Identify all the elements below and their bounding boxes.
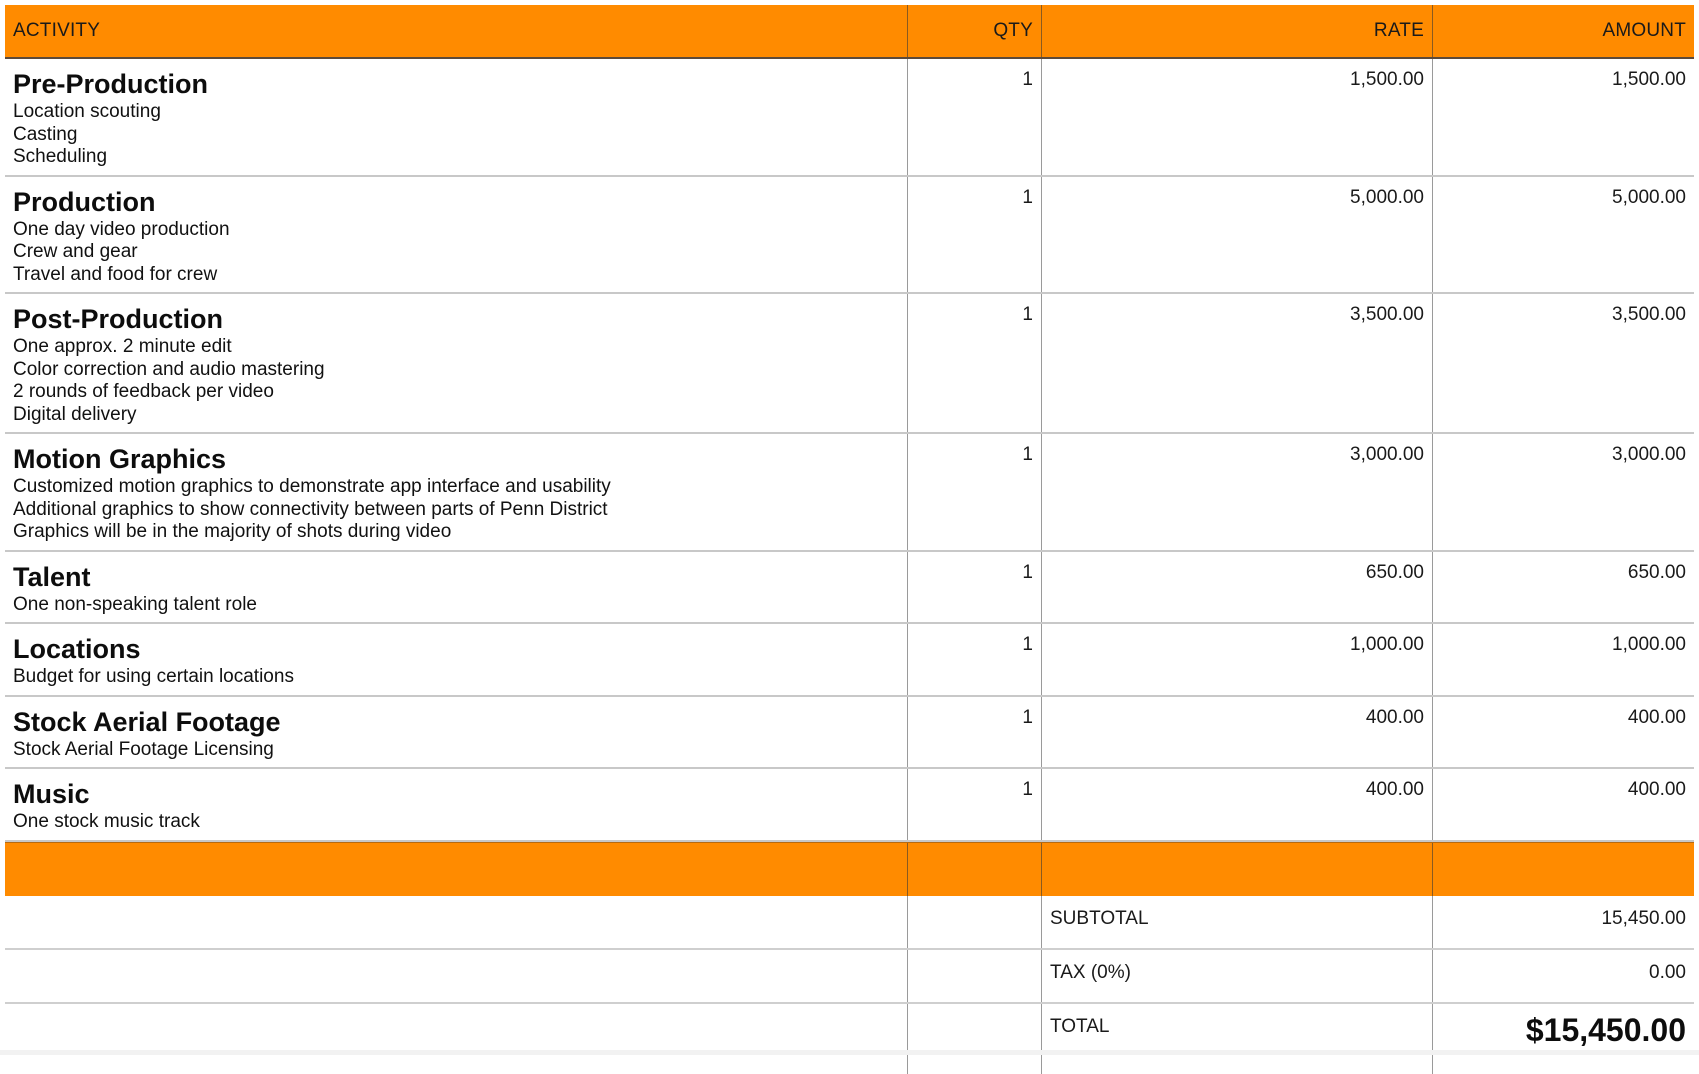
tax-label: TAX (0%) bbox=[1050, 961, 1131, 983]
qty-cell bbox=[908, 59, 1042, 175]
total-row bbox=[5, 1004, 1694, 1074]
activity-cell bbox=[5, 434, 908, 550]
amount-cell bbox=[1433, 177, 1694, 293]
table-row bbox=[5, 624, 1694, 697]
item-rate: 1,500.00 bbox=[1350, 69, 1424, 90]
amount-cell bbox=[1433, 59, 1694, 175]
item-rate: 5,000.00 bbox=[1350, 186, 1424, 208]
item-title: Post-Production bbox=[13, 304, 223, 334]
activity-cell bbox=[5, 697, 908, 768]
item-qty: 1 bbox=[1022, 186, 1033, 208]
qty-cell bbox=[908, 624, 1042, 695]
item-description bbox=[13, 811, 899, 834]
total-value: $15,450.00 bbox=[1525, 1011, 1686, 1048]
table-header-row bbox=[5, 5, 1694, 59]
spacer-cell bbox=[5, 843, 908, 896]
empty-cell bbox=[908, 896, 1042, 948]
item-description-line: Stock Aerial Footage Licensing bbox=[13, 738, 274, 760]
item-title: Talent bbox=[13, 561, 91, 592]
rate-cell bbox=[1042, 697, 1433, 768]
item-qty: 1 bbox=[1022, 444, 1033, 465]
spacer-cell bbox=[1433, 843, 1694, 896]
subtotal-label-cell bbox=[1042, 896, 1433, 948]
line-items bbox=[5, 59, 1694, 842]
item-title: Pre-Production bbox=[13, 69, 209, 99]
spacer-cell bbox=[908, 843, 1042, 896]
item-title: Music bbox=[13, 779, 90, 809]
item-description-line: One day video production bbox=[13, 218, 230, 240]
item-amount: 400.00 bbox=[1627, 779, 1686, 800]
item-description bbox=[13, 739, 899, 762]
item-title: Locations bbox=[13, 634, 141, 664]
item-description-line: One non-speaking talent role bbox=[13, 593, 257, 615]
tax-label-cell bbox=[1042, 950, 1433, 1002]
rate-cell bbox=[1042, 59, 1433, 175]
amount-cell bbox=[1433, 624, 1694, 695]
qty-cell bbox=[908, 769, 1042, 840]
header-amount: AMOUNT bbox=[1602, 20, 1686, 41]
item-qty: 1 bbox=[1022, 706, 1033, 728]
amount-cell bbox=[1433, 434, 1694, 550]
amount-cell bbox=[1433, 769, 1694, 840]
rate-cell bbox=[1042, 552, 1433, 623]
empty-cell bbox=[908, 950, 1042, 1002]
item-description bbox=[13, 666, 899, 689]
item-description-line: Crew and gear bbox=[13, 241, 138, 262]
item-description-line: Customized motion graphics to demonstrate app interface and usability bbox=[13, 476, 611, 497]
header-activity: ACTIVITY bbox=[13, 20, 101, 41]
empty-cell bbox=[5, 1004, 908, 1074]
table-row bbox=[5, 769, 1694, 842]
item-qty: 1 bbox=[1022, 304, 1033, 325]
item-title: Stock Aerial Footage bbox=[13, 706, 281, 737]
header-qty-cell bbox=[908, 5, 1042, 57]
amount-cell bbox=[1433, 294, 1694, 432]
activity-cell bbox=[5, 624, 908, 695]
activity-cell bbox=[5, 177, 908, 293]
item-amount: 400.00 bbox=[1627, 706, 1686, 728]
rate-cell bbox=[1042, 294, 1433, 432]
amount-cell bbox=[1433, 697, 1694, 768]
subtotal-label: SUBTOTAL bbox=[1050, 907, 1149, 929]
total-label-cell bbox=[1042, 1004, 1433, 1074]
item-rate: 400.00 bbox=[1365, 706, 1424, 728]
item-amount: 3,500.00 bbox=[1612, 304, 1686, 325]
qty-cell bbox=[908, 697, 1042, 768]
item-rate: 1,000.00 bbox=[1350, 634, 1424, 655]
qty-cell bbox=[908, 177, 1042, 293]
qty-cell bbox=[908, 294, 1042, 432]
item-description-line: Digital delivery bbox=[13, 403, 137, 425]
item-qty: 1 bbox=[1022, 634, 1033, 655]
item-amount: 1,500.00 bbox=[1612, 69, 1686, 90]
header-qty: QTY bbox=[993, 20, 1033, 41]
item-amount: 650.00 bbox=[1627, 561, 1686, 583]
item-description-line: Scheduling bbox=[13, 146, 108, 167]
subtotal-row bbox=[5, 896, 1694, 950]
tax-value: 0.00 bbox=[1649, 961, 1686, 983]
header-amount-cell bbox=[1433, 5, 1694, 57]
table-row bbox=[5, 59, 1694, 177]
item-rate: 400.00 bbox=[1365, 779, 1424, 800]
item-title: Motion Graphics bbox=[13, 444, 227, 474]
activity-cell bbox=[5, 769, 908, 840]
empty-cell bbox=[5, 896, 908, 948]
item-title: Production bbox=[13, 186, 156, 217]
tax-value-cell bbox=[1433, 950, 1694, 1002]
item-amount: 5,000.00 bbox=[1612, 186, 1686, 208]
qty-cell bbox=[908, 552, 1042, 623]
rate-cell bbox=[1042, 177, 1433, 293]
item-qty: 1 bbox=[1022, 69, 1033, 90]
item-rate: 650.00 bbox=[1365, 561, 1424, 583]
rate-cell bbox=[1042, 434, 1433, 550]
item-qty: 1 bbox=[1022, 561, 1033, 583]
subtotal-value-cell bbox=[1433, 896, 1694, 948]
item-description-line: 2 rounds of feedback per video bbox=[13, 381, 274, 402]
item-description bbox=[13, 219, 899, 287]
item-description-line: Travel and food for crew bbox=[13, 263, 218, 285]
table-row bbox=[5, 177, 1694, 295]
item-qty: 1 bbox=[1022, 779, 1033, 800]
header-rate: RATE bbox=[1373, 20, 1424, 41]
spacer-cell bbox=[1042, 843, 1433, 896]
item-description-line: Color correction and audio mastering bbox=[13, 358, 325, 380]
empty-cell bbox=[908, 1004, 1042, 1074]
invoice-table bbox=[5, 5, 1694, 1074]
header-rate-cell bbox=[1042, 5, 1433, 57]
header-activity-cell bbox=[5, 5, 908, 57]
empty-cell bbox=[5, 950, 908, 1002]
accent-spacer-row bbox=[5, 842, 1694, 896]
item-description-line: Location scouting bbox=[13, 101, 161, 122]
total-value-cell bbox=[1433, 1004, 1694, 1074]
item-description-line: Additional graphics to show connectivity between parts of Penn District bbox=[13, 498, 608, 520]
item-description-line: One stock music track bbox=[13, 811, 200, 832]
item-amount: 1,000.00 bbox=[1612, 634, 1686, 655]
page-bottom-edge bbox=[0, 1050, 1699, 1055]
subtotal-value: 15,450.00 bbox=[1601, 907, 1686, 929]
rate-cell bbox=[1042, 769, 1433, 840]
item-rate: 3,500.00 bbox=[1350, 304, 1424, 325]
table-row bbox=[5, 697, 1694, 770]
tax-row bbox=[5, 950, 1694, 1004]
item-description bbox=[13, 336, 899, 426]
table-row bbox=[5, 552, 1694, 625]
activity-cell bbox=[5, 294, 908, 432]
item-description-line: Budget for using certain locations bbox=[13, 666, 294, 687]
qty-cell bbox=[908, 434, 1042, 550]
rate-cell bbox=[1042, 624, 1433, 695]
item-description-line: One approx. 2 minute edit bbox=[13, 336, 232, 357]
table-row bbox=[5, 294, 1694, 434]
item-description bbox=[13, 594, 899, 617]
activity-cell bbox=[5, 59, 908, 175]
total-label: TOTAL bbox=[1050, 1015, 1110, 1037]
item-description bbox=[13, 101, 899, 169]
item-description-line: Casting bbox=[13, 123, 78, 145]
amount-cell bbox=[1433, 552, 1694, 623]
item-description bbox=[13, 476, 899, 544]
item-description-line: Graphics will be in the majority of shots during video bbox=[13, 521, 452, 542]
table-row bbox=[5, 434, 1694, 552]
item-rate: 3,000.00 bbox=[1350, 444, 1424, 465]
item-amount: 3,000.00 bbox=[1612, 444, 1686, 465]
activity-cell bbox=[5, 552, 908, 623]
